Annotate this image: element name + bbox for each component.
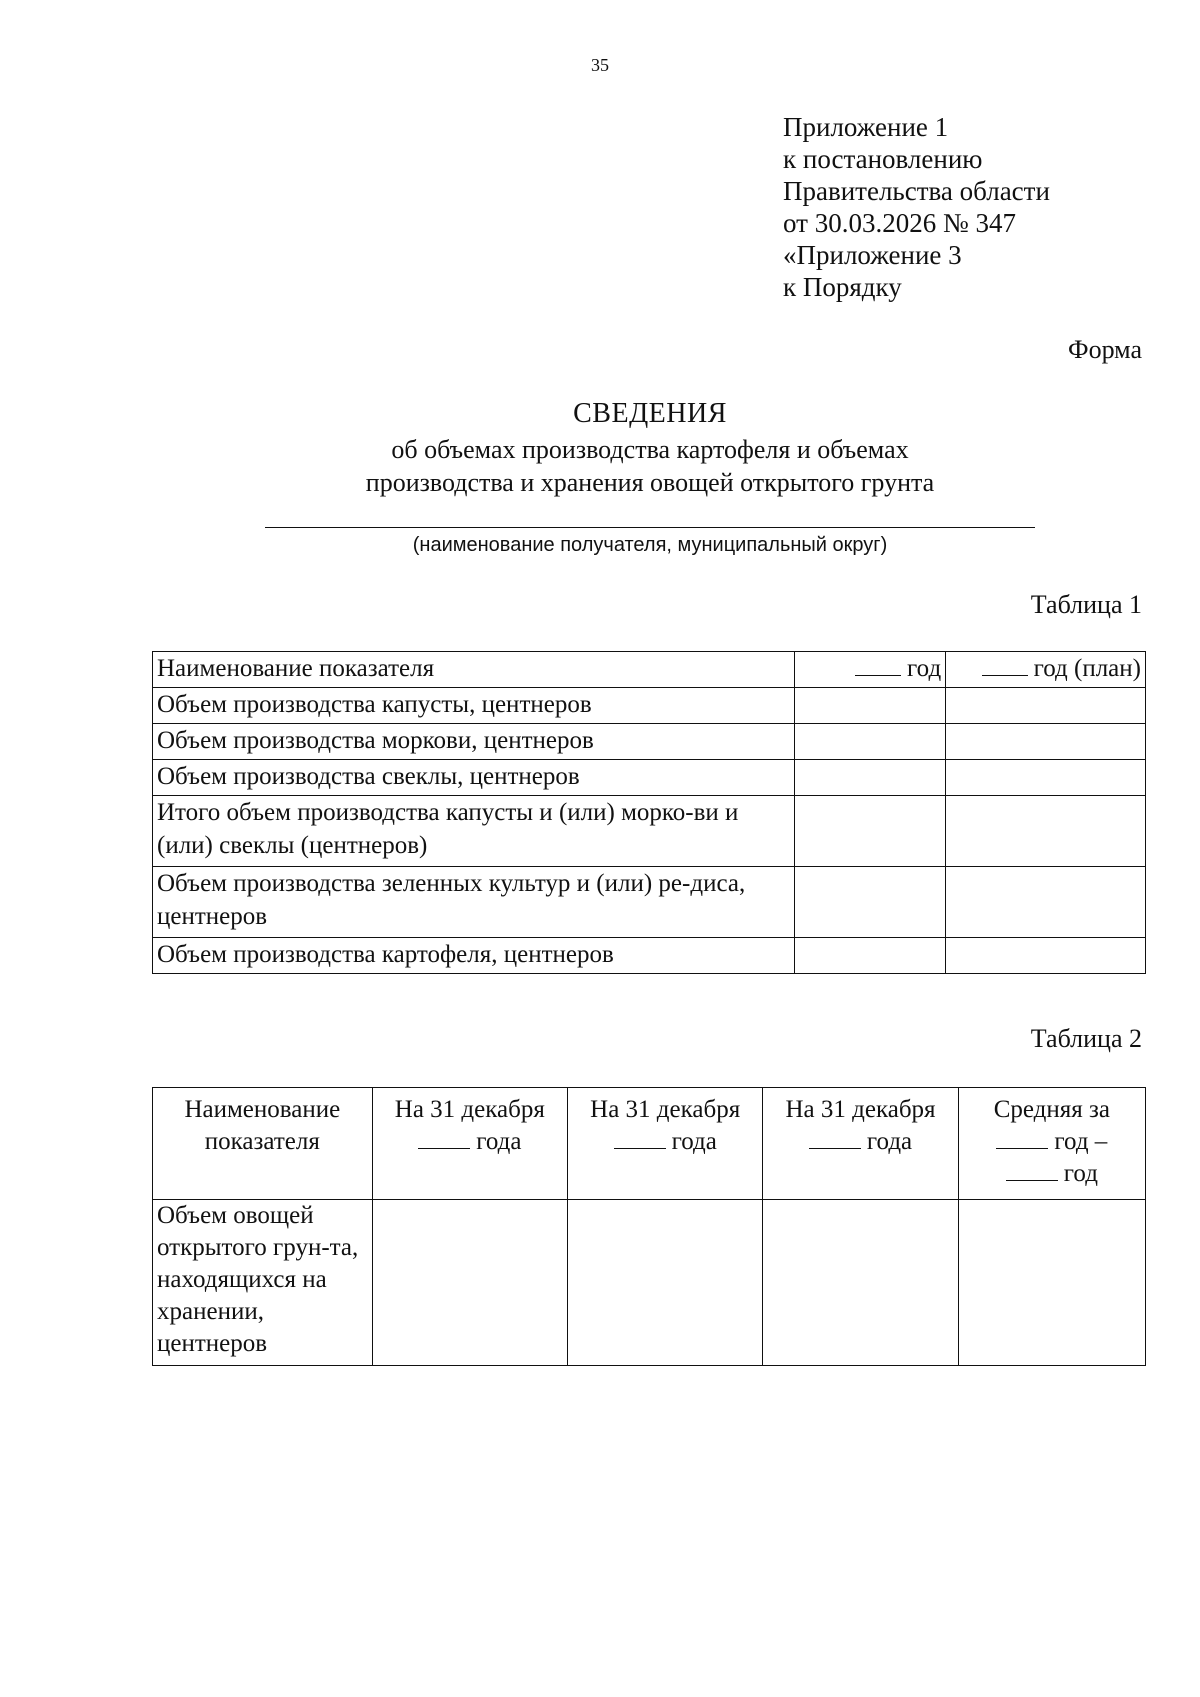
table1-label: Таблица 1 — [1030, 590, 1142, 619]
table2 — [152, 1087, 1146, 1366]
header-text: год – — [1054, 1128, 1108, 1155]
value-cell[interactable] — [946, 760, 1146, 796]
header-year-plan-label: год (план) — [1033, 655, 1141, 682]
header-text: года — [866, 1128, 913, 1155]
recipient-fill-line[interactable] — [265, 527, 1035, 528]
table-header-row — [153, 652, 1146, 688]
value-cell[interactable] — [794, 867, 946, 938]
document-title: СВЕДЕНИЯ — [573, 398, 727, 429]
year-blank[interactable] — [1006, 1160, 1058, 1181]
header-text: год — [1063, 1160, 1098, 1187]
value-cell[interactable] — [946, 688, 1146, 724]
year-blank[interactable] — [418, 1128, 470, 1149]
value-cell[interactable] — [794, 938, 946, 974]
value-cell[interactable] — [794, 796, 946, 867]
table-row — [153, 688, 1146, 724]
year-blank[interactable] — [614, 1128, 666, 1149]
subtitle-line: производства и хранения овощей открытого грунта — [365, 468, 935, 497]
table-row — [153, 760, 1146, 796]
header-dec31-3 — [763, 1088, 958, 1200]
value-cell[interactable] — [763, 1200, 958, 1366]
header-dec31-1 — [372, 1088, 567, 1200]
table2-label: Таблица 2 — [1030, 1024, 1142, 1053]
table1 — [152, 651, 1146, 974]
header-year-label: год — [907, 655, 942, 682]
value-cell[interactable] — [946, 867, 1146, 938]
header-text: На 31 декабря — [785, 1096, 936, 1123]
header-text: года — [476, 1128, 522, 1155]
row-label: Объем овощей открытого грун-та, находящихся на хранении, центнеров — [153, 1200, 373, 1366]
row-label: Объем производства зеленных культур и (или) ре-диса, центнеров — [153, 867, 795, 938]
header-text: На 31 декабря — [590, 1096, 741, 1123]
year-blank[interactable] — [982, 655, 1028, 676]
header-year — [794, 652, 946, 688]
row-label: Объем производства свеклы, центнеров — [153, 760, 795, 796]
header-indicator-name: Наименование показателя — [153, 1088, 373, 1200]
value-cell[interactable] — [958, 1200, 1145, 1366]
table-row — [153, 796, 1146, 867]
row-label: Итого объем производства капусты и (или) морко-ви и (или) свеклы (центнеров) — [153, 796, 795, 867]
table-row — [153, 724, 1146, 760]
year-blank[interactable] — [855, 655, 901, 676]
appendix-block — [783, 111, 1050, 303]
header-text: На 31 декабря — [394, 1096, 545, 1123]
page-number: 35 — [591, 55, 609, 75]
appendix-line: к постановлению — [783, 144, 983, 174]
recipient-caption: (наименование получателя, муниципальный округ) — [412, 534, 888, 556]
row-label: Объем производства моркови, центнеров — [153, 724, 795, 760]
appendix-line: к Порядку — [783, 272, 902, 302]
value-cell[interactable] — [946, 938, 1146, 974]
appendix-line: Правительства области — [783, 176, 1050, 206]
value-cell[interactable] — [372, 1200, 567, 1366]
value-cell[interactable] — [568, 1200, 763, 1366]
table-row — [153, 867, 1146, 938]
row-label: Объем производства капусты, центнеров — [153, 688, 795, 724]
value-cell[interactable] — [946, 724, 1146, 760]
value-cell[interactable] — [946, 796, 1146, 867]
value-cell[interactable] — [794, 688, 946, 724]
value-cell[interactable] — [794, 760, 946, 796]
appendix-line: Приложение 1 — [783, 112, 949, 142]
header-text: Средняя за — [993, 1096, 1110, 1123]
header-dec31-2 — [568, 1088, 763, 1200]
header-year-plan — [946, 652, 1146, 688]
year-blank[interactable] — [996, 1128, 1048, 1149]
header-indicator-name: Наименование показателя — [153, 652, 795, 688]
appendix-line: «Приложение 3 — [783, 240, 962, 270]
table-row — [153, 1200, 1146, 1366]
form-label: Форма — [1068, 335, 1142, 364]
appendix-line: от 30.03.2026 № 347 — [783, 208, 1016, 238]
header-average — [958, 1088, 1145, 1200]
document-subtitle — [0, 433, 1200, 499]
table-header-row — [153, 1088, 1146, 1200]
row-label: Объем производства картофеля, центнеров — [153, 938, 795, 974]
table-row — [153, 938, 1146, 974]
year-blank[interactable] — [809, 1128, 861, 1149]
value-cell[interactable] — [794, 724, 946, 760]
header-text: года — [671, 1128, 717, 1155]
subtitle-line: об объемах производства картофеля и объемах — [391, 435, 909, 464]
